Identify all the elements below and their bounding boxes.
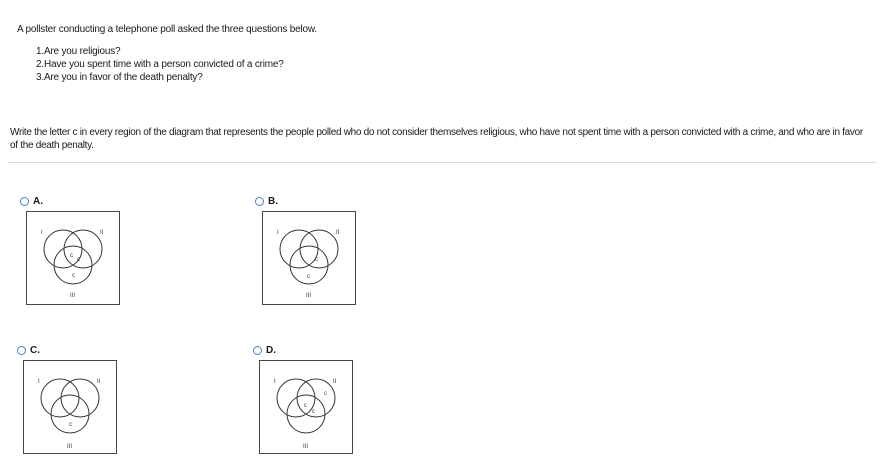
option-c-radio[interactable] [17,346,26,355]
circle-label-two: II [97,379,101,385]
option-d-radio[interactable] [253,346,262,355]
circle-label-two: II [100,230,104,236]
option-c-label: C. [30,344,40,356]
option-b-label: B. [268,195,278,207]
option-b-radio[interactable] [255,197,264,206]
option-a[interactable] [20,194,43,208]
circle-label-three: III [303,444,309,450]
circle-label-one: I [38,379,40,385]
option-a-label: A. [33,195,43,207]
venn-diagram-c [23,360,117,454]
region-mark: c [307,274,310,280]
question-1: 1.Are you religious? [36,46,121,57]
region-mark: c [324,391,327,397]
region-mark: c [69,422,72,428]
option-d-label: D. [266,344,276,356]
circle-label-two: II [333,379,337,385]
venn-diagram-d [259,360,353,454]
option-b[interactable] [255,194,278,208]
circle-label-three: III [306,293,312,299]
option-c[interactable] [17,343,40,357]
region-mark: c [72,273,75,279]
option-d[interactable] [253,343,276,357]
question-3: 3.Are you in favor of the death penalty? [36,72,203,83]
option-a-radio[interactable] [20,197,29,206]
circle-label-three: III [67,444,73,450]
venn-diagram-a [26,211,120,305]
question-list [36,45,284,84]
instruction-text: Write the letter c in every region of the diagram that represents the people polled who do not consider themselves religious, who have not spent time with a person convicted with a crime, and who are in favor of the death penalty. [10,127,863,151]
circle-label-two: II [336,230,340,236]
region-mark: c [304,403,307,409]
question-2: 2.Have you spent time with a person convicted of a crime? [36,59,284,70]
region-mark: c [70,253,73,259]
region-mark: c [315,257,318,263]
circle-label-one: I [41,230,43,236]
divider [8,162,876,163]
intro-text: A pollster conducting a telephone poll asked the three questions below. [17,24,317,35]
region-mark: c [312,409,315,415]
region-mark: c [77,257,80,263]
circle-label-three: III [70,293,76,299]
circle-label-one: I [274,379,276,385]
circle-label-one: I [277,230,279,236]
venn-diagram-b [262,211,356,305]
